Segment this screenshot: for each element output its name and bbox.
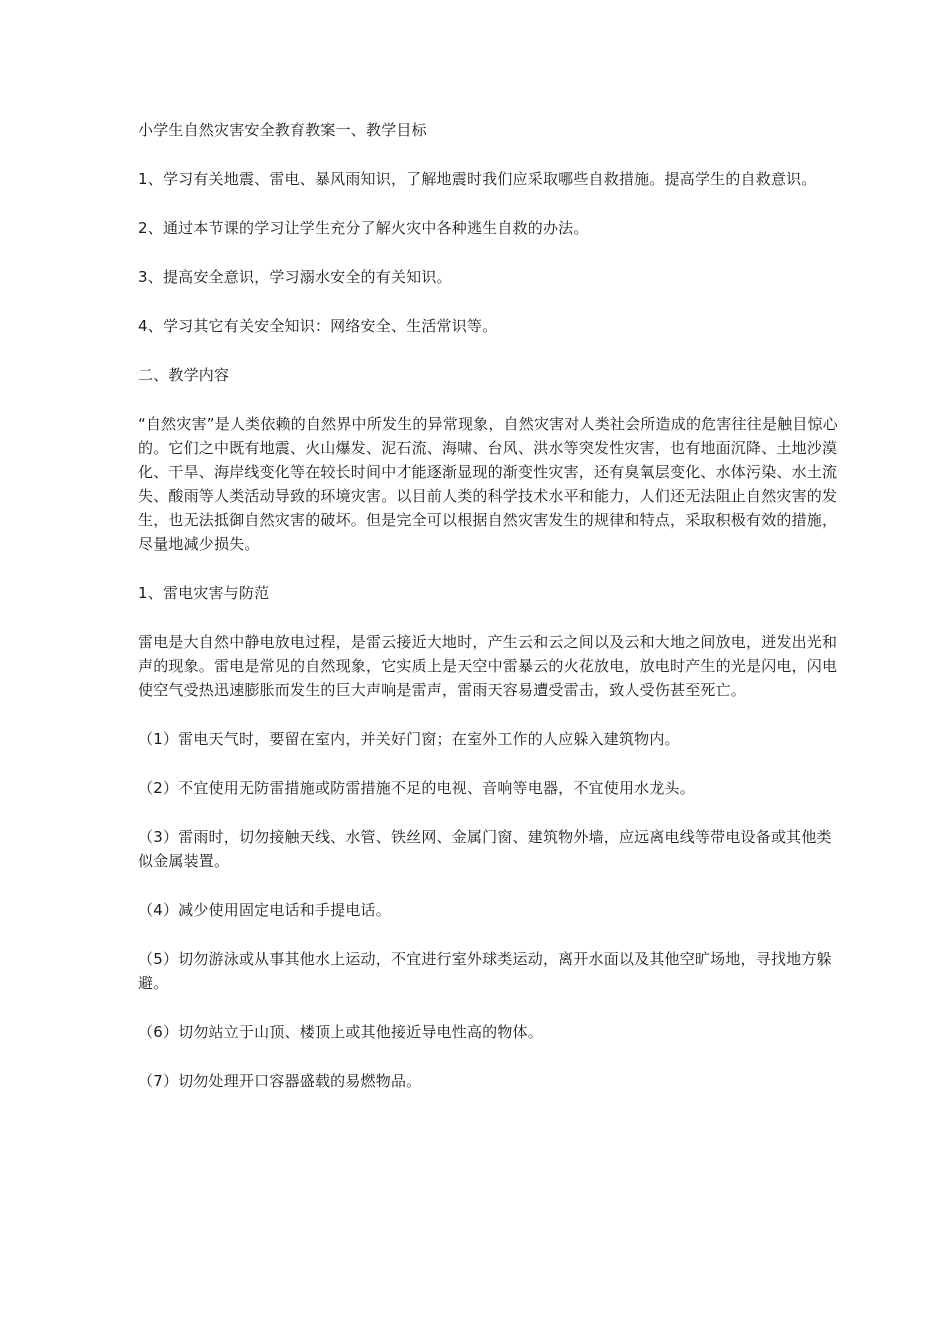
lightning-tip-2: （2）不宜使用无防雷措施或防雷措施不足的电视、音响等电器，不宜使用水龙头。 <box>138 779 695 797</box>
lightning-tip-6: （6）切勿站立于山顶、楼顶上或其他接近导电性高的物体。 <box>138 1023 543 1041</box>
lightning-tip-4: （4）减少使用固定电话和手提电话。 <box>138 901 391 919</box>
document-title: 小学生自然灾害安全教育教案一、教学目标 <box>138 121 427 139</box>
objective-2: 2、通过本节课的学习让学生充分了解火灾中各种逃生自救的办法。 <box>138 219 589 237</box>
natural-disaster-intro: “自然灾害”是人类依赖的自然界中所发生的异常现象，自然灾害对人类社会所造成的危害往往是触目惊心的。它们之中既有地震、火山爆发、泥石流、海啸、台风、洪水等突发性灾害，也有地面沉降、土地沙漠化、干旱、海岸线变化等在较长时间中才能逐渐显现的渐变性灾害，还有臭氧层变化、水体污染、水土流失、酸雨等人类活动导致的环境灾害。以目前人类的科学技术水平和能力，人们还无法阻止自然灾害的发生，也无法抵御自然灾害的破坏。但是完全可以根据自然灾害发生的规律和特点，采取积极有效的措施，尽量地减少损失。 <box>138 415 838 553</box>
objective-1: 1、学习有关地震、雷电、暴风雨知识，了解地震时我们应采取哪些自救措施。提高学生的自救意识。 <box>138 170 817 188</box>
document-body <box>138 118 838 1118</box>
lightning-description: 雷电是大自然中静电放电过程，是雷云接近大地时，产生云和云之间以及云和大地之间放电，迸发出光和声的现象。雷电是常见的自然现象，它实质上是天空中雷暴云的火花放电，放电时产生的光是闪电，闪电使空气受热迅速膨胀而发生的巨大声响是雷声，雷雨天容易遭受雷击，致人受伤甚至死亡。 <box>138 633 838 699</box>
lightning-tip-3: （3）雷雨时，切勿接触天线、水管、铁丝网、金属门窗、建筑物外墙，应远离电线等带电设备或其他类似金属装置。 <box>138 828 832 870</box>
objective-4: 4、学习其它有关安全知识：网络安全、生活常识等。 <box>138 317 498 335</box>
lightning-tip-5: （5）切勿游泳或从事其他水上运动，不宜进行室外球类运动，离开水面以及其他空旷场地，寻找地方躲避。 <box>138 950 832 992</box>
lightning-heading: 1、雷电灾害与防范 <box>138 584 270 602</box>
section-heading-content: 二、教学内容 <box>138 366 230 384</box>
lightning-tip-1: （1）雷电天气时，要留在室内，并关好门窗；在室外工作的人应躲入建筑物内。 <box>138 730 680 748</box>
lightning-tip-7: （7）切勿处理开口容器盛载的易燃物品。 <box>138 1072 422 1090</box>
objective-3: 3、提高安全意识，学习溺水安全的有关知识。 <box>138 268 452 286</box>
